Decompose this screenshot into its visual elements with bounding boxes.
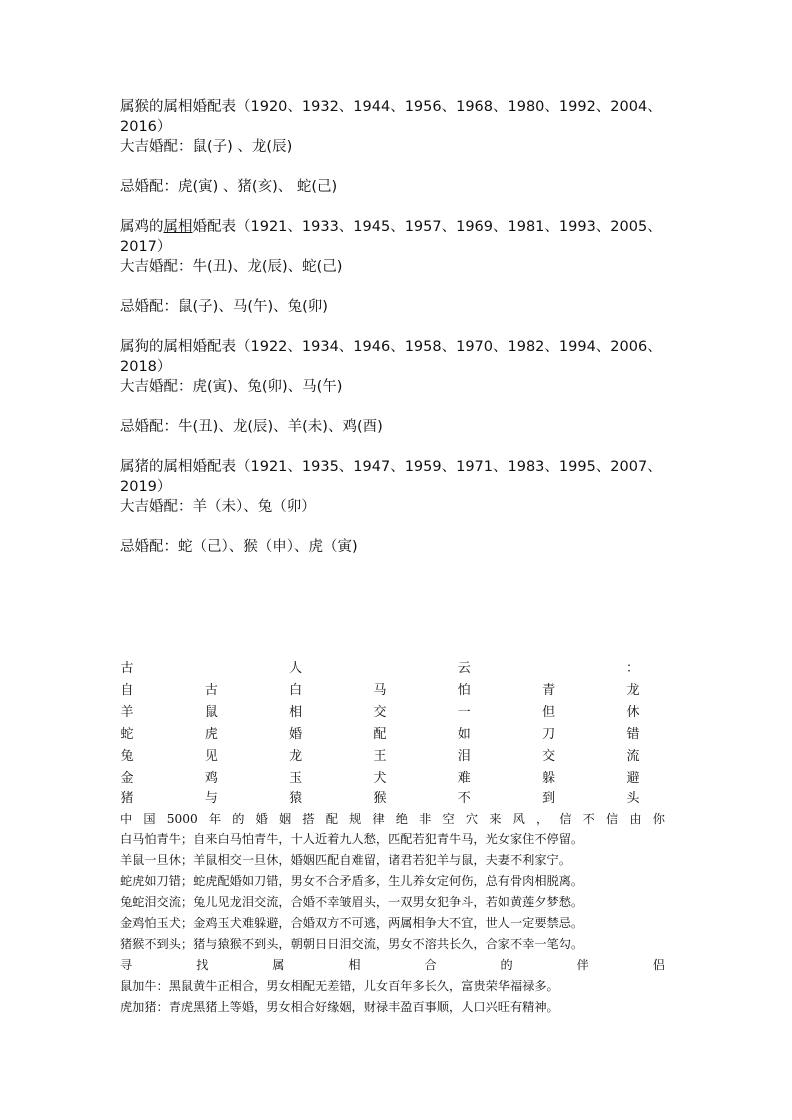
poem-char: ： [625,661,639,676]
section-title-cont: 2019） [120,479,172,495]
poem-line [120,746,640,768]
line-char: 信 [559,812,572,826]
poem-char: 难 [457,771,471,786]
line-char: 的 [500,958,513,972]
line-char: 年 [208,812,222,826]
poem-header [120,658,640,680]
poem-char: 交 [542,749,556,764]
poem-char: 虎 [204,727,218,742]
match-paragraph: 鼠加牛：黑鼠黄牛正相合，男女相配无差错，儿女百年多长久，富贵荣华福禄多。 [120,979,559,993]
verse-paragraph: 兔蛇泪交流；兔儿见龙泪交流，合婚不幸皱眉头，一双男女犯争斗，若如黄莲夕梦愁。 [120,895,584,909]
bad-match: 忌婚配：鼠(子)、马(午)、兔(卯) [120,299,328,315]
poem-char: 交 [373,705,387,720]
title-suffix: 婚配表（1921、1933、1945、1957、1969、1981、1993、2005、 [192,219,662,235]
poem-char: 婚 [289,727,303,742]
seek-partner-heading [120,954,665,976]
bad-match: 忌婚配：蛇（己）、猴（申）、虎（寅) [120,539,358,555]
line-char: 相 [348,958,361,972]
poem-line [120,768,640,790]
poem-char: 一 [457,705,471,720]
section-monkey [120,97,680,195]
line-char: 合 [424,958,437,972]
line-char: 由 [629,812,642,826]
poem-char: 怕 [457,683,471,698]
poem-char: 鸡 [204,771,218,786]
poem-char: 古 [120,661,134,676]
poem-char: 到 [542,791,556,806]
bad-match: 忌婚配：牛(丑)、龙(辰)、羊(未)、鸡(酉) [120,419,383,435]
poem-char: 不 [457,791,471,806]
line-char: 的 [232,812,245,826]
poem-char: 马 [373,683,387,698]
poem-char: 猴 [373,791,387,806]
line-char: 规 [349,812,362,826]
title-underlined: 属相 [163,219,193,235]
line-char: 5000 [166,812,198,826]
poem-char: 青 [542,683,556,698]
match-paragraph: 虎加猪：青虎黑猪上等婚，男女相合好缘姻，财禄丰盈百事顺，人口兴旺有精神。 [120,1000,559,1014]
poem-char: 泪 [457,749,471,764]
poem-char: 龙 [289,749,303,764]
section-title-cont: 2016） [120,119,172,135]
good-match: 大吉婚配：牛(丑)、龙(辰)、蛇(己) [120,259,343,275]
line-char: 风 [512,812,525,826]
poem-char: 如 [457,727,471,742]
poem-char: 龙 [626,683,640,698]
good-match: 大吉婚配：鼠(子) 、龙(辰) [120,139,293,155]
poem-char: 兔 [120,749,134,764]
poem-char: 自 [120,683,134,698]
poem-char: 犬 [373,771,387,786]
poem-char: 但 [542,705,556,720]
verse-paragraph: 白马怕青牛；自来白马怕青牛，十人近着九人愁，匹配若犯青牛马，光女家住不停留。 [120,832,584,846]
section-title-cont: 2018） [120,359,172,375]
poem-line [120,702,640,724]
poem-char: 猿 [289,791,303,806]
section-title: 属猪的属相婚配表（1921、1935、1947、1959、1971、1983、1995、2007、 [120,459,662,475]
line-char: 中 [120,812,133,826]
line-char: 属 [272,958,285,972]
section-rooster [120,217,680,315]
line-char: 信 [606,812,619,826]
line-char: 国 [143,812,156,826]
section-pig [120,457,680,555]
poem-char: 金 [120,771,134,786]
poem-char: 玉 [289,771,303,786]
poem-char: 流 [626,749,640,764]
poem-char: 古 [204,683,218,698]
poem-char: 避 [626,771,640,786]
line-char: 不 [582,812,595,826]
line-char: 非 [419,812,432,826]
line-char: ， [535,812,549,826]
poem-char: 头 [626,791,640,806]
china-rule-line [120,808,665,830]
line-char: 寻 [120,958,133,972]
line-char: 配 [325,812,338,826]
line-char: 找 [196,958,209,972]
section-title-cont: 2017） [120,239,172,255]
poem-char: 鼠 [204,705,218,720]
poem-line [120,680,640,702]
line-char: 搭 [302,812,315,826]
poem-char: 休 [626,705,640,720]
line-char: 姻 [279,812,292,826]
section-title [120,217,680,237]
line-char: 绝 [395,812,408,826]
poem-char: 相 [289,705,303,720]
poem-char: 王 [373,749,387,764]
verse-paragraph: 金鸡怕玉犬；金鸡玉犬难躲避，合婚双方不可逃，两属相争大不宜，世人一定要禁忌。 [120,916,584,930]
verse-paragraph: 猪猴不到头；猪与猿猴不到头，朝朝日日泪交流，男女不溶共长久，合家不幸一笔勾。 [120,937,584,951]
poem-char: 刀 [542,727,556,742]
line-char: 你 [652,812,665,826]
poem-char: 配 [373,727,387,742]
section-title: 属猴的属相婚配表（1920、1932、1944、1956、1968、1980、1992、2004、 [120,99,662,115]
poem-char: 蛇 [120,727,134,742]
poem-char: 人 [289,661,303,676]
bad-match: 忌婚配：虎(寅) 、猪(亥)、 蛇(己) [120,179,338,195]
line-char: 律 [372,812,385,826]
poem-char: 白 [289,683,303,698]
line-char: 穴 [465,812,479,826]
poem-line [120,724,640,746]
good-match: 大吉婚配：羊（未）、兔（卯） [120,499,316,515]
line-char: 伴 [576,958,589,972]
verse-paragraph: 羊鼠一旦休；羊鼠相交一旦休，婚姻匹配自难留，诸君若犯羊与鼠，夫妻不利家宁。 [120,853,571,867]
good-match: 大吉婚配：虎(寅)、兔(卯)、马(午) [120,379,343,395]
poem-char: 躲 [542,771,556,786]
section-title: 属狗的属相婚配表（1922、1934、1946、1958、1970、1982、1994、2006、 [120,339,662,355]
poem-char: 见 [204,749,218,764]
title-prefix: 属鸡的 [120,219,164,235]
poem-char: 猪 [120,791,134,806]
line-char: 侣 [652,958,665,972]
line-char: 婚 [255,812,268,826]
poem-char: 错 [626,727,640,742]
line-char: 空 [442,812,455,826]
line-char: 来 [489,812,502,826]
poem-char: 云 [457,661,471,676]
poem-line [120,788,640,810]
verse-paragraph: 蛇虎如刀错；蛇虎配婚如刀错，男女不合矛盾多，生儿养女定何伤，总有骨肉相脱离。 [120,874,584,888]
poem-char: 羊 [120,705,134,720]
section-dog [120,337,680,435]
poem-char: 与 [204,791,218,806]
